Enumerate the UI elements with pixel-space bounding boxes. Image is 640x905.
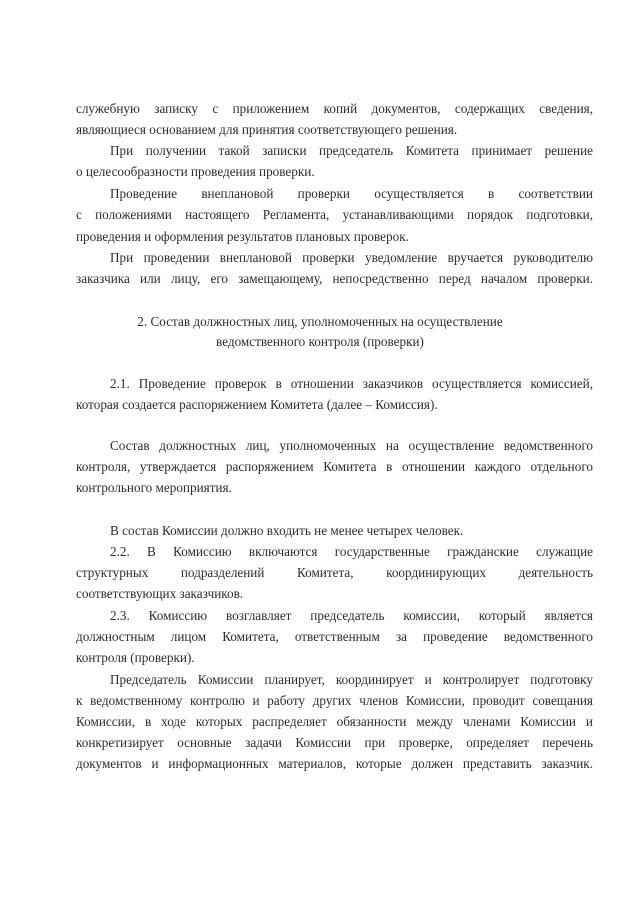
text-line: Состав должностных лиц, уполномоченных на осуществление ведомственного [110, 438, 593, 453]
text-line: При получении такой записки председатель Комитета принимает решение [110, 143, 593, 158]
text-line: являющиеся основанием для принятия соответствующего решения. [76, 122, 458, 137]
section-heading: ведомственного контроля (проверки) [216, 334, 424, 349]
text-line: контроля (проверки). [76, 650, 195, 665]
text-line: Комиссии, в ходе которых распределяет обязанности между членами Комиссии и [76, 714, 593, 729]
text-line: о целесообразности проведения проверки. [76, 164, 315, 179]
text-line: должностным лицом Комитета, ответственным за проведение ведомственного [76, 629, 593, 644]
section-heading: 2. Состав должностных лиц, уполномоченных на осуществление [137, 314, 503, 329]
text-line: 2.2. В Комиссию включаются государственные гражданские служащие [110, 544, 593, 559]
text-line: При проведении внеплановой проверки уведомление вручается руководителю [110, 250, 593, 265]
text-line: конкретизирует основные задачи Комиссии при проверке, определяет перечень [76, 735, 593, 750]
text-line: к ведомственному контролю и работу других членов Комиссии, проводит совещания [76, 693, 593, 708]
text-line: соответствующих заказчиков. [76, 586, 244, 601]
text-line: документов и информационных материалов, которые должен представить заказчик. [76, 756, 593, 771]
text-line: которая создается распоряжением Комитета (далее – Комиссия). [76, 397, 438, 412]
text-line: структурных подразделений Комитета, координирующих деятельность [76, 565, 593, 580]
text-line: В состав Комиссии должно входить не менее четырех человек. [110, 523, 464, 538]
text-line: служебную записку с приложением копий документов, содержащих сведения, [76, 101, 593, 116]
text-line: проведения и оформления результатов плановых проверок. [76, 229, 409, 244]
text-line: 2.1. Проведение проверок в отношении заказчиков осуществляется комиссией, [110, 376, 593, 391]
text-line: 2.3. Комиссию возглавляет председатель комиссии, который является [110, 608, 593, 623]
text-line: контроля, утверждается распоряжением Комитета в отношении каждого отдельного [76, 459, 593, 474]
text-line: Председатель Комиссии планирует, координирует и контролирует подготовку [110, 672, 593, 687]
text-line: заказчика или лицу, его замещающему, непосредственно перед началом проверки. [76, 271, 593, 286]
text-line: Проведение внеплановой проверки осуществляется в соответствии [110, 186, 593, 201]
text-line: с положениями настоящего Регламента, устанавливающими порядок подготовки, [76, 207, 593, 222]
text-line: контрольного мероприятия. [76, 480, 232, 495]
